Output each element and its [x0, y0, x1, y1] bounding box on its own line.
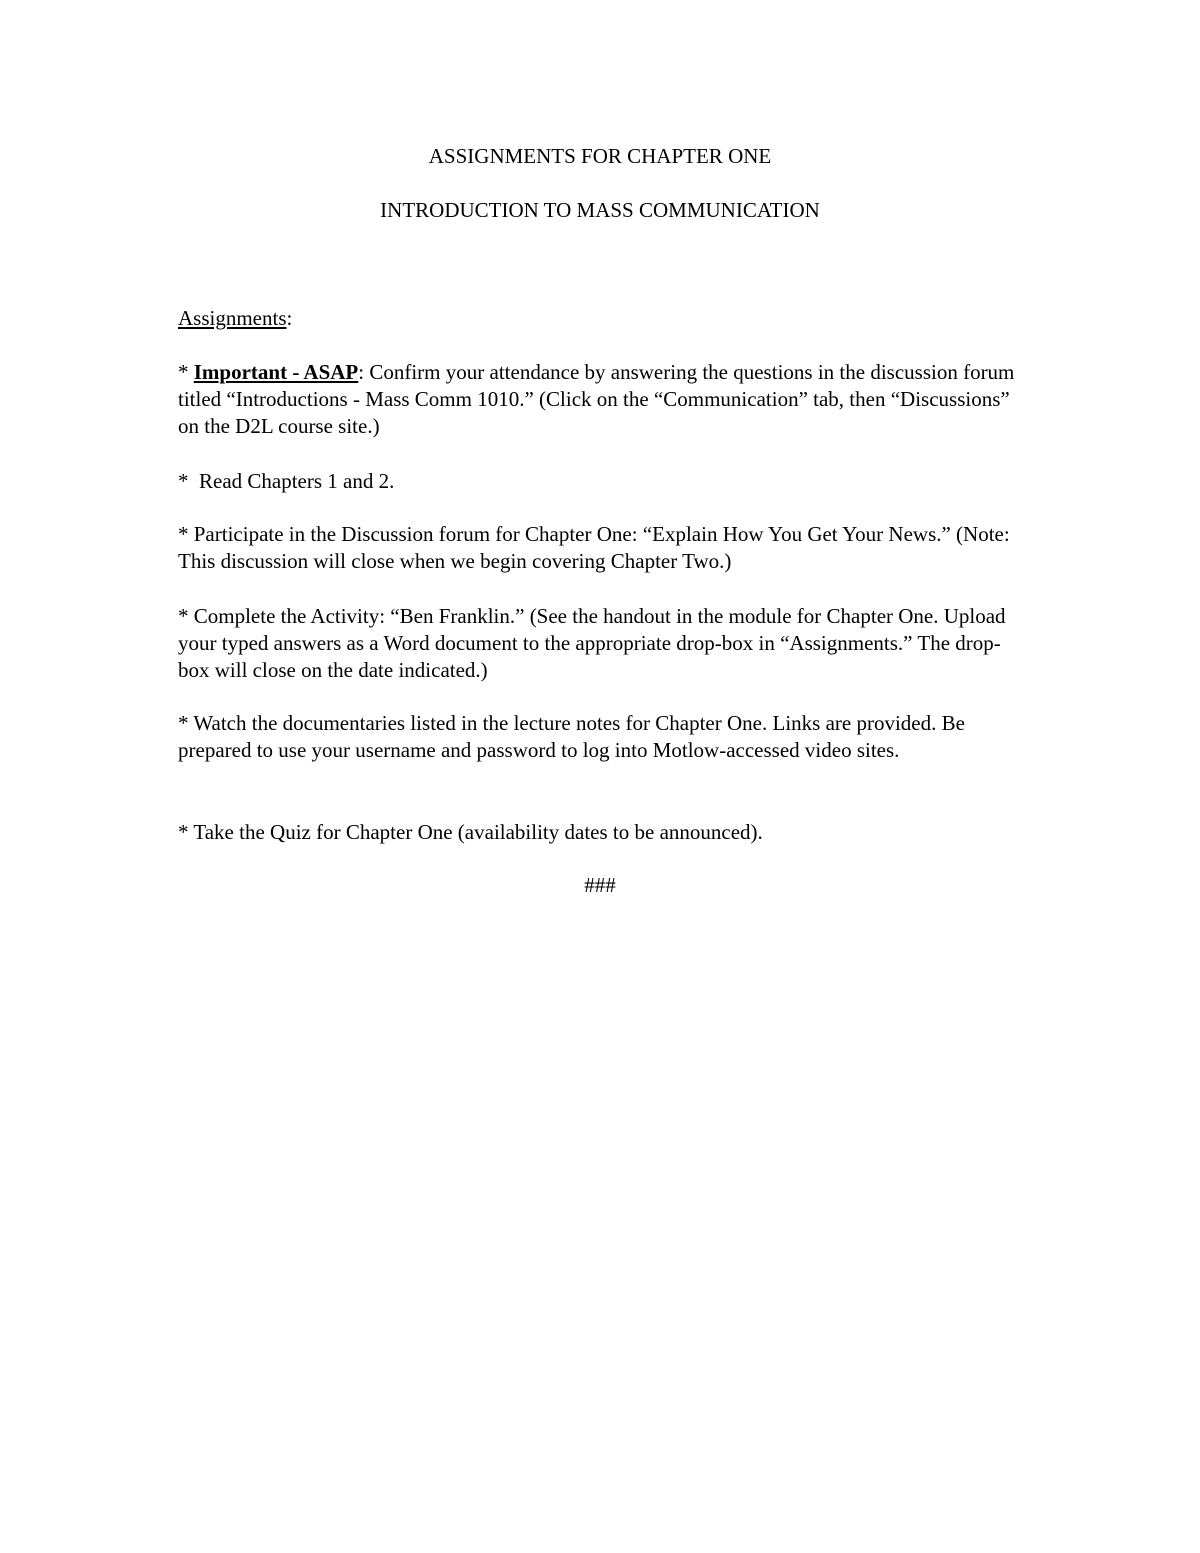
section-heading-colon: : — [286, 306, 293, 330]
assignment-text: Complete the Activity: “Ben Franklin.” (See the handout in the module for Chapter One. Upload your typed answers as a Word document to the appropriate drop-box in “Assignments.” The drop-box will close on the date indicated.) — [178, 604, 1006, 682]
section-heading-text: Assignments — [178, 306, 287, 330]
assignment-text: Watch the documentaries listed in the lecture notes for Chapter One. Links are provided. Be prepared to use your username and password to log into Motlow-accessed video sites. — [178, 711, 965, 762]
bullet: * — [178, 604, 194, 628]
bullet: * — [178, 469, 199, 493]
assignment-text: : Confirm your attendance by answering the questions in the discussion forum titled “Introductions - Mass Comm 1010.” (Click on the “Communication” tab, then “Discussions” on the D2L course site.) — [178, 360, 1015, 438]
assignment-item-read-chapters — [178, 468, 1018, 495]
assignment-item-discussion — [178, 521, 1018, 575]
bullet: * — [178, 711, 194, 735]
assignment-text: Take the Quiz for Chapter One (availability dates to be announced). — [193, 820, 763, 844]
assignment-item-quiz — [178, 819, 1018, 846]
assignment-item-documentaries — [178, 710, 1018, 764]
bullet: * — [178, 820, 194, 844]
assignment-text: Participate in the Discussion forum for Chapter One: “Explain How You Get Your News.” (Note: This discussion will close when we begin covering Chapter Two.) — [178, 522, 1010, 573]
end-mark: ### — [584, 873, 616, 897]
bullet: * — [178, 360, 194, 384]
document-subtitle: INTRODUCTION TO MASS COMMUNICATION — [380, 198, 820, 222]
assignment-text: Read Chapters 1 and 2. — [199, 469, 395, 493]
important-label: Important - ASAP — [193, 360, 359, 384]
assignment-item-important — [178, 359, 1018, 440]
document-title: ASSIGNMENTS FOR CHAPTER ONE — [428, 144, 772, 168]
bullet: * — [178, 522, 194, 546]
assignment-item-activity — [178, 603, 1018, 684]
section-heading — [178, 305, 1018, 332]
